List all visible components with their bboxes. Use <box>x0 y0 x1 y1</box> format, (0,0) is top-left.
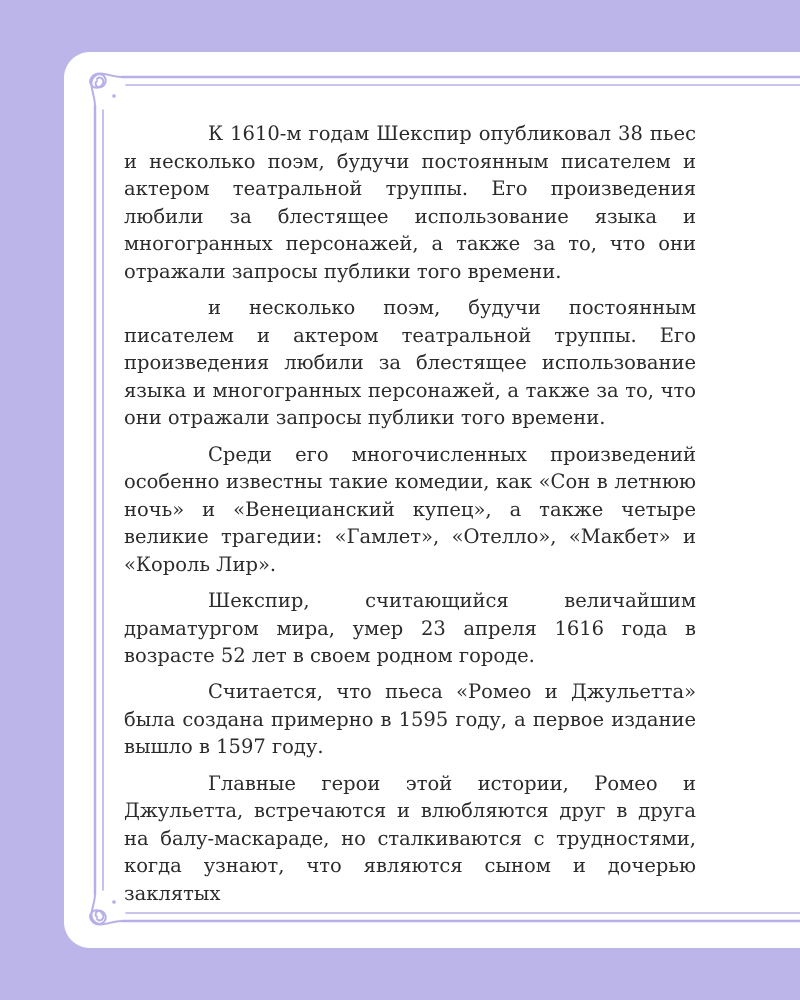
paragraph: Главные герои этой истории, Ромео и Джульетта, встречаются и влюбляются друг в друга на балу-маскараде, но сталкиваются с трудностями, когда узнают, что являются сыном и дочерью заклятых <box>124 771 696 905</box>
paragraph: Считается, что пьеса «Ромео и Джульетта» была создана примерно в 1595 году, а первое издание вышло в 1597 году. <box>124 680 696 759</box>
swirl-flourish-icon <box>90 73 122 106</box>
paragraph: и несколько поэм, будучи постоянным писателем и актером театральной труппы. Его произведения любили за блестящее использование языка и многогранных персонажей, а также за то, что они отражали запросы публики того времени. <box>124 296 696 430</box>
paragraph: Шекспир, считающийся величайшим драматургом мира, умер 23 апреля 1616 года в возрасте 52 лет в своем родном городе. <box>124 589 696 668</box>
paragraph: К 1610-м годам Шекспир опубликовал 38 пьес и несколько поэм, будучи постоянным писателем и актером театральной труппы. Его произведения любили за блестящее использование языка и многогранных персонажей, а также за то, что они отражали запросы публики того времени. <box>124 122 696 283</box>
paragraph: Среди его многочисленных произведений особенно известны такие комедии, как «Сон в летнюю ночь» и «Венецианский купец», а также четыре великие трагедии: «Гамлет», «Отелло», «Макбет» и «Король Лир». <box>124 442 696 576</box>
swirl-flourish-icon <box>90 894 122 925</box>
body-text <box>124 120 696 916</box>
